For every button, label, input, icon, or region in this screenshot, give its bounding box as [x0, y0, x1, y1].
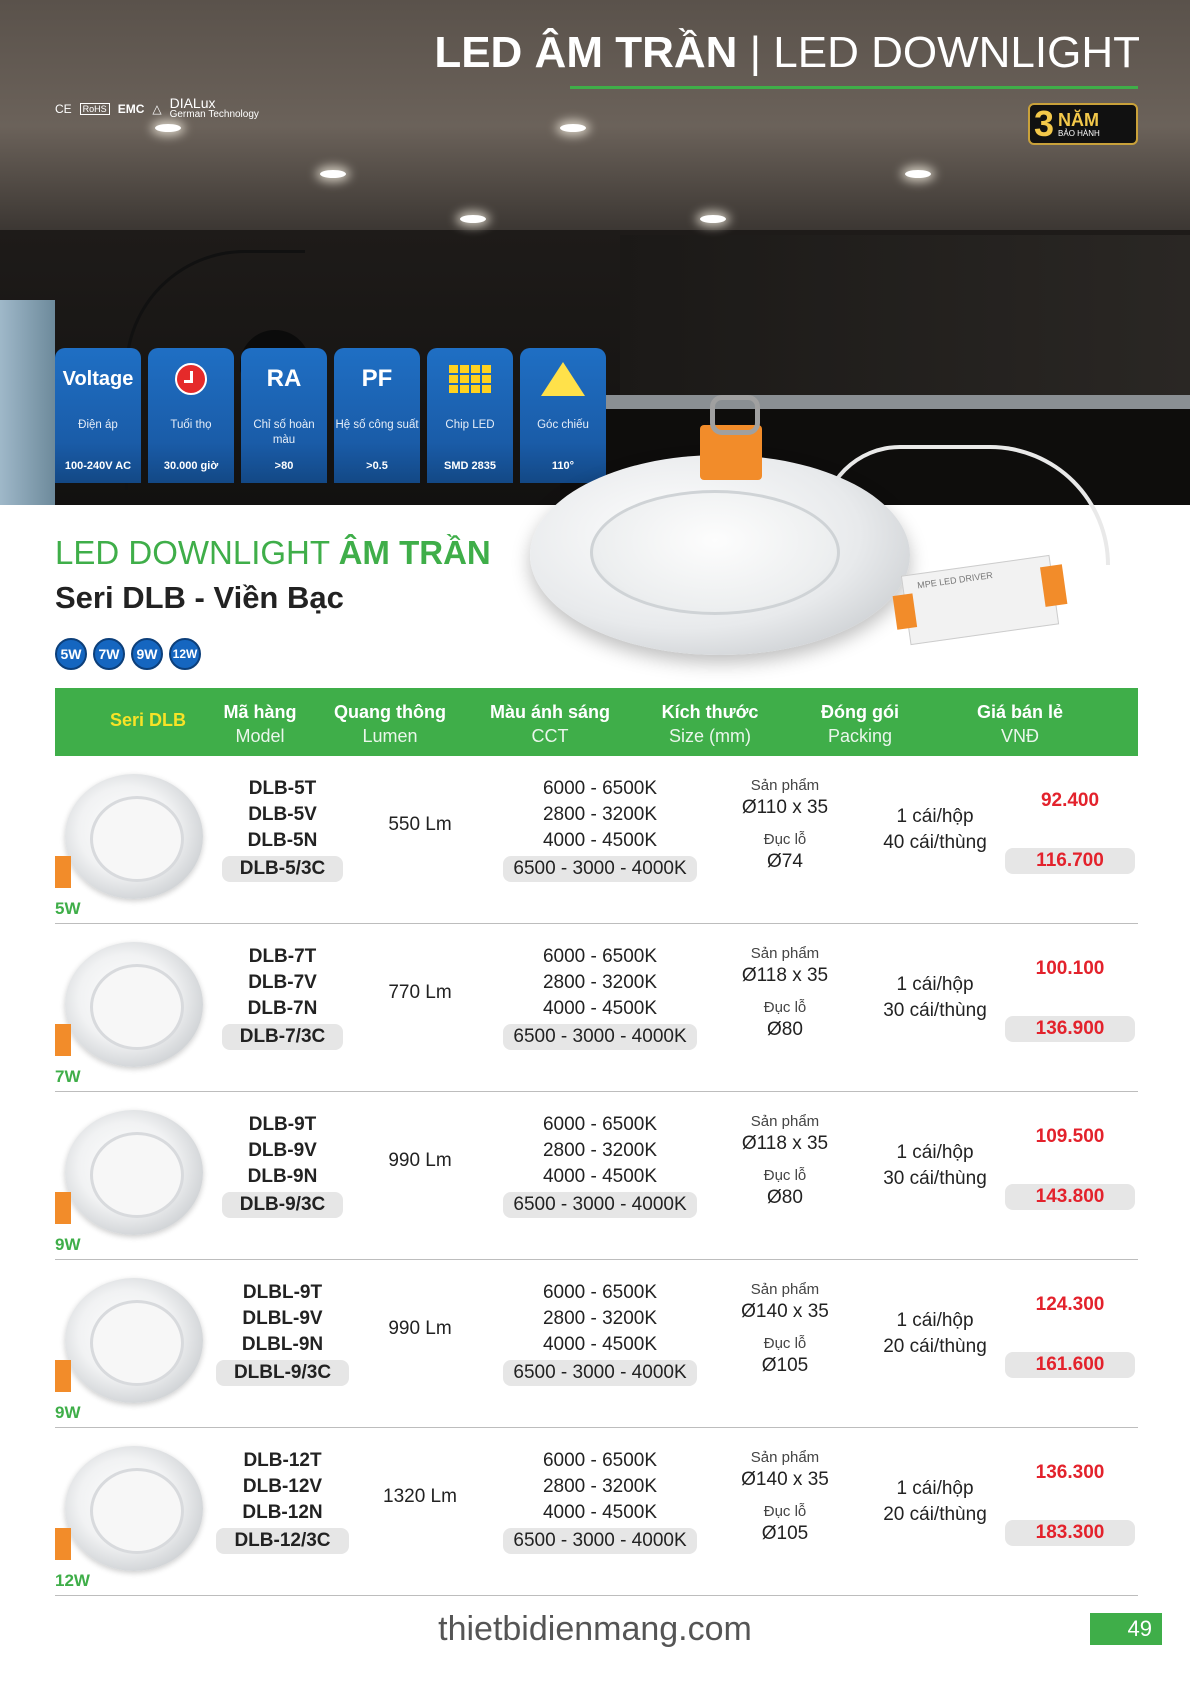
- pf-icon: PF: [361, 365, 393, 392]
- ceiling-spotlight: [320, 170, 346, 178]
- row-wattage: 9W: [55, 1403, 81, 1422]
- model-3c-pill: DLB-5/3C: [222, 856, 344, 882]
- row-price-3c: 183.300: [1005, 1520, 1135, 1546]
- row-wattage: 5W: [55, 899, 81, 918]
- product-thumbnail: [65, 1446, 203, 1571]
- header-model: Mã hàng Model: [223, 702, 297, 746]
- footer-website: thietbidienmang.com: [438, 1610, 752, 1648]
- title-bold: LED ÂM TRẦN: [434, 28, 738, 77]
- header-size: Kích thước Size (mm): [661, 702, 759, 746]
- row-lumen: 1320 Lm: [383, 1486, 457, 1507]
- kitchen-cabinet: [620, 235, 1190, 395]
- cct-3c-pill: 6500 - 3000 - 4000K: [503, 856, 696, 882]
- row-size: Sản phẩm Ø118 x 35 Đục lỗ Ø80: [741, 945, 829, 1040]
- ce-mark-icon: CE: [55, 102, 72, 116]
- ra-icon: RA: [266, 365, 302, 392]
- row-lumen: 550 Lm: [388, 814, 452, 835]
- header-packing: Đóng gói Packing: [821, 702, 899, 746]
- dialux-logo: DIALux German Technology: [169, 95, 259, 120]
- cct-3c-pill: 6500 - 3000 - 4000K: [503, 1192, 696, 1218]
- row-packing: 1 cái/hộp 20 cái/thùng: [883, 1310, 987, 1357]
- row-price-3c: 136.900: [1005, 1016, 1135, 1042]
- warranty-sub: BẢO HÀNH: [1058, 128, 1100, 138]
- row-wattage: 9W: [55, 1235, 81, 1254]
- thumbnail-clip: [55, 856, 71, 888]
- row-models: DLB-9T DLB-9V DLB-9N DLB-9/3C: [210, 1112, 355, 1218]
- row-models: DLB-12T DLB-12V DLB-12N DLB-12/3C: [210, 1448, 355, 1554]
- page-title: [420, 28, 1140, 78]
- row-models: DLB-5T DLB-5V DLB-5N DLB-5/3C: [210, 776, 355, 882]
- row-size: Sản phẩm Ø140 x 35 Đục lỗ Ø105: [741, 1281, 829, 1376]
- row-price: 109.500: [1035, 1126, 1105, 1147]
- row-price: 92.400: [1040, 790, 1100, 811]
- header-cct: Màu ánh sáng CCT: [489, 702, 610, 746]
- table-row: [55, 1092, 1138, 1260]
- row-packing: 1 cái/hộp 30 cái/thùng: [883, 1142, 987, 1189]
- rohs-mark-icon: RoHS: [80, 103, 110, 115]
- table-row: [55, 1260, 1138, 1428]
- spec-tile-voltage: [55, 348, 141, 483]
- row-models: DLB-7T DLB-7V DLB-7N DLB-7/3C: [210, 944, 355, 1050]
- row-cct: 6000 - 6500K 2800 - 3200K 4000 - 4500K 6500 - 3000 - 4000K: [485, 1448, 715, 1554]
- spec-value: >80: [274, 460, 294, 472]
- series-title: Seri DLB - Viền Bạc: [55, 580, 344, 615]
- row-cct: 6000 - 6500K 2800 - 3200K 4000 - 4500K 6500 - 3000 - 4000K: [485, 944, 715, 1050]
- ceiling-spotlight: [905, 170, 931, 178]
- wattage-badge: 12W: [169, 638, 201, 670]
- beam-angle-icon: [541, 362, 585, 396]
- led-chip-grid-icon: [449, 365, 491, 393]
- row-lumen: 990 Lm: [388, 1318, 452, 1339]
- row-lumen: 770 Lm: [388, 982, 452, 1003]
- spec-label: Tuổi thọ: [170, 419, 212, 431]
- ceiling-spotlight: [700, 215, 726, 223]
- wattage-badges: [55, 638, 201, 670]
- spec-value: >0.5: [366, 460, 388, 472]
- led-driver: [901, 555, 1059, 645]
- row-cct: 6000 - 6500K 2800 - 3200K 4000 - 4500K 6500 - 3000 - 4000K: [485, 1112, 715, 1218]
- wattage-badge: 5W: [55, 638, 87, 670]
- row-wattage: 7W: [55, 1067, 81, 1086]
- window-backdrop: [0, 300, 55, 505]
- spec-value: 110°: [551, 460, 575, 472]
- model-3c-pill: DLB-9/3C: [222, 1192, 344, 1218]
- row-packing: 1 cái/hộp 40 cái/thùng: [883, 806, 987, 853]
- thumbnail-clip: [55, 1192, 71, 1224]
- thumbnail-clip: [55, 1360, 71, 1392]
- warranty-word: NĂM: [1058, 109, 1100, 130]
- model-3c-pill: DLB-7/3C: [222, 1024, 344, 1050]
- thumbnail-clip: [55, 1528, 71, 1560]
- spec-tile-power-factor: [334, 348, 420, 483]
- table-header: [55, 688, 1138, 756]
- title-rule: [570, 86, 1138, 89]
- header-price: Giá bán lẻ VNĐ: [976, 702, 1064, 746]
- ceiling-spotlight: [155, 124, 181, 132]
- ceiling-spotlight: [460, 215, 486, 223]
- downlight-diffuser: [590, 490, 840, 615]
- cct-3c-pill: 6500 - 3000 - 4000K: [503, 1360, 696, 1386]
- page-number: 49: [1090, 1613, 1162, 1645]
- voltage-icon: Voltage: [62, 367, 134, 390]
- spec-tile-lifetime: [148, 348, 234, 483]
- spec-value: 100-240V AC: [64, 460, 132, 472]
- product-thumbnail: [65, 774, 203, 899]
- clock-icon: [175, 363, 207, 395]
- spec-label: Điện áp: [78, 419, 118, 431]
- wattage-badge: 7W: [93, 638, 125, 670]
- row-price-3c: 161.600: [1005, 1352, 1135, 1378]
- spec-tile-cri: [241, 348, 327, 483]
- row-price: 136.300: [1035, 1462, 1105, 1483]
- header-seri: Seri DLB: [109, 710, 187, 730]
- row-packing: 1 cái/hộp 20 cái/thùng: [883, 1478, 987, 1525]
- driver-label: MPE LED DRIVER: [916, 570, 994, 591]
- warranty-badge: [1028, 103, 1138, 145]
- row-size: Sản phẩm Ø110 x 35 Đục lỗ Ø74: [741, 777, 829, 872]
- row-lumen: 990 Lm: [388, 1150, 452, 1171]
- triangle-mark-icon: △: [152, 102, 162, 116]
- title-separator: |: [737, 28, 774, 77]
- cct-3c-pill: 6500 - 3000 - 4000K: [503, 1528, 696, 1554]
- spec-label: Góc chiếu: [537, 419, 589, 431]
- title-thin: LED DOWNLIGHT: [773, 28, 1140, 77]
- spec-value: 30.000 giờ: [163, 460, 219, 472]
- emc-mark-icon: EMC: [117, 102, 145, 116]
- thumbnail-clip: [55, 1024, 71, 1056]
- cct-3c-pill: 6500 - 3000 - 4000K: [503, 1024, 696, 1050]
- row-size: Sản phẩm Ø118 x 35 Đục lỗ Ø80: [741, 1113, 829, 1208]
- table-row: [55, 756, 1138, 924]
- spec-value: SMD 2835: [444, 460, 496, 472]
- table-row: [55, 1428, 1138, 1596]
- spec-label: Chip LED: [445, 419, 495, 431]
- row-models: DLBL-9T DLBL-9V DLBL-9N DLBL-9/3C: [210, 1280, 355, 1386]
- spec-label: Chỉ số hoàn màu: [253, 419, 315, 446]
- row-cct: 6000 - 6500K 2800 - 3200K 4000 - 4500K 6500 - 3000 - 4000K: [485, 776, 715, 882]
- product-image: [520, 395, 1140, 670]
- row-price: 124.300: [1035, 1294, 1105, 1315]
- row-wattage: 12W: [55, 1571, 90, 1590]
- spec-label: Hệ số công suất: [335, 419, 419, 431]
- row-packing: 1 cái/hộp 30 cái/thùng: [883, 974, 987, 1021]
- row-price-3c: 116.700: [1005, 848, 1135, 874]
- header-lumen: Quang thông Lumen: [334, 702, 446, 746]
- spec-tile-chip: [427, 348, 513, 483]
- product-thumbnail: [65, 1278, 203, 1403]
- mounting-spring: [710, 395, 760, 435]
- warranty-years: 3: [1034, 103, 1055, 144]
- row-price: 100.100: [1035, 958, 1105, 979]
- row-price-3c: 143.800: [1005, 1184, 1135, 1210]
- product-thumbnail: [65, 942, 203, 1067]
- model-3c-pill: DLB-12/3C: [216, 1528, 348, 1554]
- certification-logos: [55, 95, 259, 120]
- wattage-badge: 9W: [131, 638, 163, 670]
- ceiling-spotlight: [560, 124, 586, 132]
- row-cct: 6000 - 6500K 2800 - 3200K 4000 - 4500K 6500 - 3000 - 4000K: [485, 1280, 715, 1386]
- table-row: [55, 924, 1138, 1092]
- section-title: LED DOWNLIGHT ÂM TRẦN: [55, 534, 491, 571]
- product-thumbnail: [65, 1110, 203, 1235]
- model-3c-pill: DLBL-9/3C: [216, 1360, 349, 1386]
- row-size: Sản phẩm Ø140 x 35 Đục lỗ Ø105: [741, 1449, 829, 1544]
